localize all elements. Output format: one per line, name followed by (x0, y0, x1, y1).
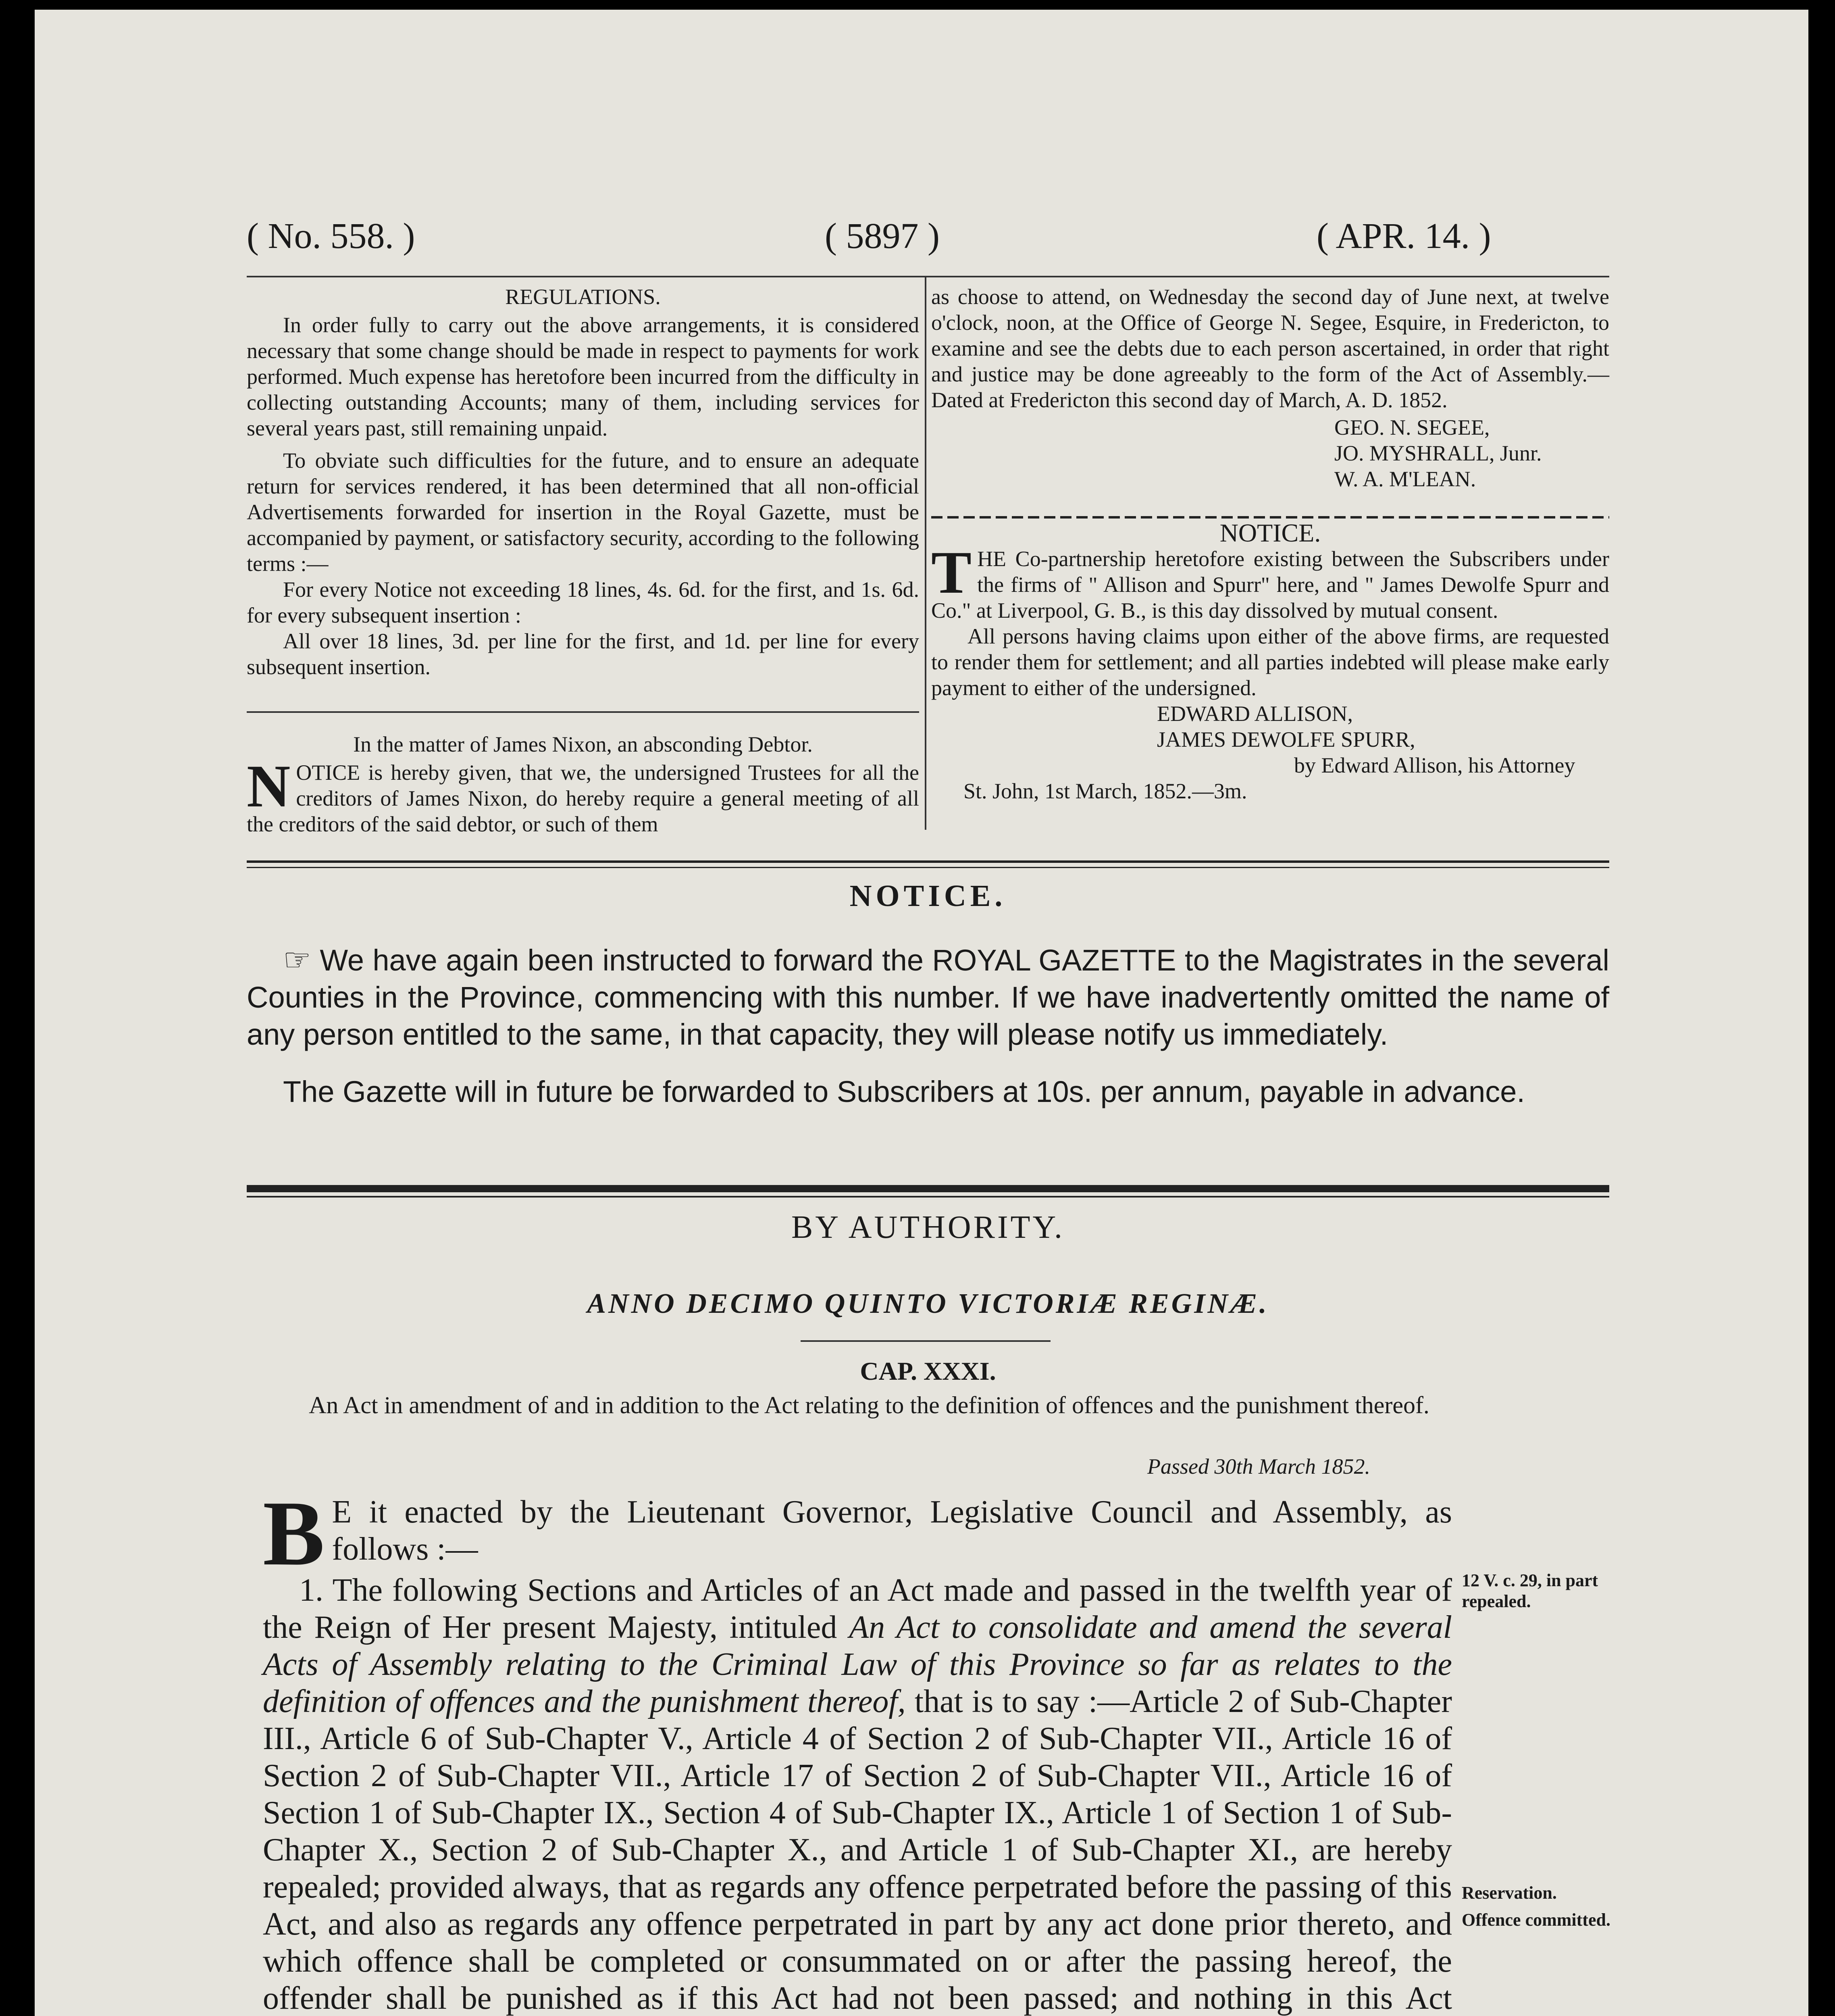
margin-note: Reservation. (1462, 1883, 1557, 1903)
passed-date: Passed 30th March 1852. (1147, 1454, 1370, 1479)
margin-note: Offence committed. (1462, 1910, 1610, 1930)
copartnership-notice (931, 520, 1609, 804)
margin-note: 12 V. c. 29, in part repealed. (1462, 1570, 1598, 1611)
page-number: ( 5897 ) (825, 216, 940, 256)
nixon-continued: as choose to attend, on Wednesday the second day of June next, at twelve o'clock, noon, at the Office of George N. Segee, Esquire, in Fredericton, to examine and see the debts due to each person ascertained, in order that right and justice may be done agreeably to the form of the Act of Assembly.—Dated at Fredericton this second day of March, A. D. 1852. (931, 285, 1609, 412)
gazette-notice-paragraph (247, 941, 1609, 1053)
signatory: JAMES DEWOLFE SPURR, (1157, 727, 1415, 752)
left-column (247, 284, 919, 680)
header-rule (247, 276, 1609, 277)
issue-number: ( No. 558. ) (247, 216, 415, 256)
gazette-notice-title: NOTICE. (849, 879, 1007, 913)
section-1-text: that is to say :—Article 2 of Sub-Chapter III., Article 6 of Sub-Chapter V., Article 4 of Section 2 of Sub-Chapter VII., Article 16 of Section 2 of Sub-Chapter VII., Article 17 of Section 2 of Sub-Chapter VII., Article 16 of Section 1 of Sub-Chapter IX., Section 4 of Sub-Chapter IX., Article 1 of Section 1 of Sub-Chapter X., Section 2 of Sub-Chapter X., and Article 1 of Sub-Chapter XI., are hereby repealed; provided always, that as regards any offence perpetrated before the passing of this Act, and also as regards any offence perpetrated in part by any act done prior thereto, and which offence shall be completed or consummated on or after the passing hereof, the offender shall be punished as if this Act had not been passed; and nothing in this Act (263, 1684, 1452, 2016)
nixon-text: OTICE is hereby given, that we, the undersigned Trustees for all the creditors of James Nixon, do hereby require a general meeting of all the creditors of the said debtor, or such of them (247, 760, 919, 836)
signatory: by Edward Allison, his Attorney (1294, 753, 1575, 777)
act-body (263, 1482, 1452, 2016)
heavy-rule (247, 1185, 1609, 1192)
signatory: W. A. M'LEAN. (1334, 467, 1476, 491)
nixon-heading: In the matter of James Nixon, an absconding Debtor. (353, 732, 813, 756)
right-column (931, 284, 1609, 492)
section-1-act-title: An Act to consolidate and amend the several Acts of Assembly relating to the Criminal Law of this Province so far as relates to the definition of offences and the punishment thereof, (263, 1610, 1452, 1719)
column-divider (925, 277, 926, 830)
section-1 (263, 1572, 1452, 2016)
gazette-page (35, 10, 1808, 2016)
anno-heading: ANNO DECIMO QUINTO VICTORIÆ REGINÆ. (587, 1288, 1269, 1319)
regulations-paragraph: All over 18 lines, 3d. per line for the first, and 1d. per line for every subsequent insertion. (247, 629, 919, 679)
heavy-rule (247, 1196, 1609, 1198)
section-rule (247, 860, 1609, 863)
signatory: JO. MYSHRALL, Junr. (1334, 441, 1542, 465)
regulations-title: REGULATIONS. (505, 285, 661, 309)
section-1-text: 1. The following Sections and Articles of an Act made and passed in the twelfth year of the Reign of Her present Majesty, intituled (263, 1572, 1452, 1645)
section-rule (247, 867, 1609, 868)
nixon-notice (247, 731, 919, 837)
nixon-dropcap: N (247, 753, 291, 820)
copartnership-paragraph: HE Co-partnership heretofore existing between the Subscribers under the firms of " Allison and Spurr" here, and " James Dewolfe Spurr and Co." at Liverpool, G. B., is this day dissolved by mutual consent. (931, 547, 1609, 623)
pointing-hand-icon: ☞ (283, 942, 311, 977)
gazette-notice-paragraph: The Gazette will in future be forwarded to Subscribers at 10s. per annum, payable in advance. (283, 1075, 1525, 1108)
issue-date: ( APR. 14. ) (1317, 216, 1491, 256)
copartnership-title: NOTICE. (1219, 519, 1321, 547)
act-dropcap: B (263, 1482, 325, 1585)
enacting-clause: E it enacted by the Lieutenant Governor, Legislative Council and Assembly, as follows :— (332, 1494, 1452, 1567)
nixon-signature (1334, 414, 1609, 492)
signatory: EDWARD ALLISON, (1157, 702, 1353, 726)
by-authority: BY AUTHORITY. (791, 1210, 1065, 1245)
gazette-notice (247, 941, 1609, 1110)
act-title: An Act in amendment of and in addition to the Act relating to the definition of offences and the punishment thereof. (309, 1392, 1429, 1418)
signatory: GEO. N. SEGEE, (1334, 415, 1490, 439)
regulations-paragraph: In order fully to carry out the above arrangements, it is considered necessary that some change should be made in respect to payments for work performed. Much expense has heretofore been incurred from the difficulty in collecting outstanding Accounts; many of them, including services for several years past, still remaining unpaid. (247, 313, 919, 440)
copartnership-signature (1157, 701, 1609, 778)
regulations-paragraph: For every Notice not exceeding 18 lines, 4s. 6d. for the first, and 1s. 6d. for every subsequent insertion : (247, 577, 919, 627)
copartnership-date: St. John, 1st March, 1852.—3m. (963, 779, 1247, 803)
chapter-number: CAP. XXXI. (860, 1357, 996, 1385)
short-rule (801, 1340, 1051, 1342)
copartnership-dropcap: T (931, 539, 972, 606)
gazette-notice-text: We have again been instructed to forward the ROYAL GAZETTE to the Magistrates in the several Counties in the Province, commencing with this number. If we have inadvertently omitted the name of any person entitled to the same, in that capacity, they will please notify us immediately. (247, 943, 1609, 1051)
regulations-paragraph: To obviate such difficulties for the future, and to ensure an adequate return for services rendered, it has been determined that all non-official Advertisements forwarded for insertion in the Royal Gazette, must be accompanied by payment, or satisfactory security, according to the following terms :— (247, 448, 919, 576)
left-divider-rule (247, 711, 919, 713)
copartnership-paragraph: All persons having claims upon either of the above firms, are requested to render them for settlement; and all parties indebted will please make early payment to either of the undersigned. (931, 624, 1609, 700)
